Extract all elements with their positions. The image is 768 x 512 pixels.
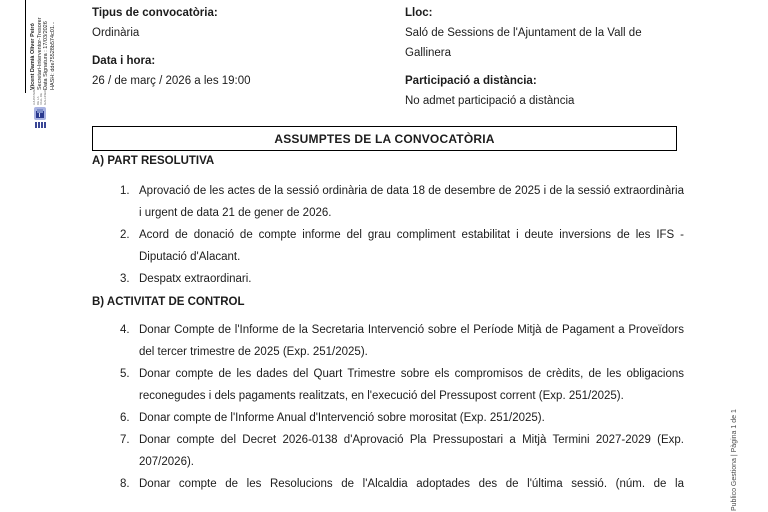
agenda-item (92, 268, 684, 290)
field-lloc (405, 3, 684, 63)
field-value: Saló de Sessions de l'Ajuntament de la Vall de Gallinera (405, 27, 642, 59)
convocation-details (92, 3, 684, 111)
item-text: Acord de donació de compte informe del grau compliment estabilitat i deute inversions de les IFS - Diputació d'Alacant. (139, 229, 684, 263)
item-number: 1. (120, 185, 130, 197)
agenda-item (92, 407, 684, 429)
agenda-item (92, 429, 684, 473)
signature-date: Data Signatura : 17/03/2026 (43, 21, 49, 90)
field-value: Ordinària (92, 27, 140, 39)
field-value: 26 / de març / 2026 a les 19:00 (92, 75, 251, 87)
coat-of-arms-icon (34, 107, 46, 120)
item-text: Donar compte de l'Informe Anual d'Intervenció sobre morositat (Exp. 251/2025). (139, 412, 545, 424)
field-tipus-convocatoria (92, 3, 405, 43)
agenda-item (92, 319, 684, 363)
signer-name: Vicent Damià Oliver Peiró (30, 23, 36, 90)
item-number: 2. (120, 229, 130, 241)
agenda-title: ASSUMPTES DE LA CONVOCATÒRIA (274, 131, 495, 146)
item-text: Donar compte de les Resolucions de l'Alcaldia adoptades des de l'última sessió. (núm. de la (139, 478, 684, 490)
field-label: Lloc: (405, 7, 433, 19)
agenda-list-a (92, 180, 684, 290)
item-text: Despatx extraordinari. (139, 273, 252, 285)
page-footer-vertical: Publico Gestiona | Pàgina 1 de 1 (731, 409, 738, 511)
signature-block (30, 2, 56, 90)
field-value: No admet participació a distància (405, 95, 575, 107)
item-text: Donar Compte de l'Informe de la Secretaria Intervenció sobre el Període Mitjà de Pagament a Proveïdors del tercer trimestre de 2025 (Exp. 251/2025). (139, 324, 684, 358)
stamp-bars-icon (35, 122, 46, 128)
item-number: 8. (120, 478, 130, 490)
field-label: Participació a distància: (405, 75, 537, 87)
section-heading-b: B) ACTIVITAT DE CONTROL (92, 296, 245, 308)
signature-divider-rule (25, 0, 26, 93)
item-number: 4. (120, 324, 130, 336)
item-number: 3. (120, 273, 130, 285)
item-number: 7. (120, 434, 130, 446)
agenda-item (92, 180, 684, 224)
item-text: Aprovació de les actes de la sessió ordinària de data 18 de desembre de 2025 i de la sessió extraordinària i urgent de data 21 de gener de 2026. (139, 185, 684, 219)
item-number: 5. (120, 368, 130, 380)
agenda-title-box (92, 126, 677, 151)
details-right-column (405, 3, 684, 111)
signer-role: Secretari-Interventor-Tresorer (36, 17, 43, 90)
field-data-hora (92, 51, 405, 91)
agenda-item (92, 473, 684, 495)
stamp-caption: AJUNTAMENT DE LA VALL DE GALLINERA (32, 85, 47, 105)
item-text: Donar compte del Decret 2026-0138 d'Aprovació Pla Pressupostari a Mitjà Termini 2027-2029 (Exp. 207/2026). (139, 434, 684, 468)
agenda-list-b (92, 319, 684, 495)
municipal-stamp (22, 85, 58, 128)
field-participacio-distancia (405, 71, 684, 111)
details-left-column (92, 3, 405, 111)
item-text: Donar compte de les dades del Quart Trimestre sobre els compromisos de crèdits, de les obligacions reconegudes i dels pagaments realitzats, en l'execució del Pressupost corrent (Exp. 251/2025). (139, 368, 684, 402)
signature-hash: HASH: dde75528b574c01... (49, 21, 56, 90)
field-label: Tipus de convocatòria: (92, 7, 218, 19)
agenda-item (92, 224, 684, 268)
field-label: Data i hora: (92, 55, 156, 67)
item-number: 6. (120, 412, 130, 424)
section-heading-a: A) PART RESOLUTIVA (92, 155, 215, 167)
agenda-item (92, 363, 684, 407)
